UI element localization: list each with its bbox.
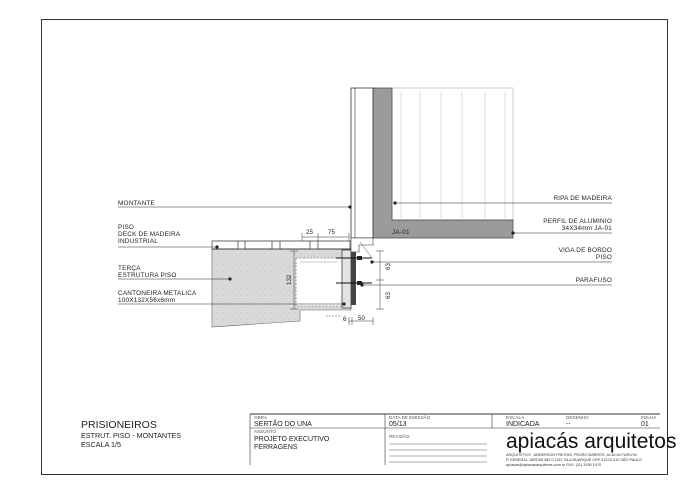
assunto-line-1: PROJETO EXECUTIVO (254, 436, 330, 443)
dim-25: 25 (306, 229, 313, 236)
escala-value: INDICADA (506, 421, 540, 428)
folha-caption: FOLHA (641, 415, 657, 420)
label-estrutura-piso: ESTRUTURA PISO (118, 272, 177, 279)
wood-slat-panel (392, 88, 513, 220)
label-perfil: PERFIL DE ALUMINIO (543, 218, 612, 225)
desenho-value: -- (566, 421, 571, 428)
dim-50: 50 (358, 315, 365, 322)
dim-6: 6 (343, 316, 347, 323)
dim-63-lower: 63 (385, 292, 392, 299)
montante-post (351, 88, 373, 238)
label-viga-piso: PISO (595, 254, 612, 261)
label-ripa: RIPA DE MADEIRA (553, 195, 612, 202)
drawing-title (81, 419, 181, 449)
title-block-text (254, 414, 676, 467)
obra-caption: OBRA (254, 415, 268, 420)
brand-logo-text: apiacás arquitetos (506, 430, 677, 453)
escala-caption: ESCALA (506, 415, 525, 420)
label-parafuso: PARAFUSO (575, 277, 612, 284)
assunto-caption: ASSUNTO (254, 429, 277, 434)
title-line-3: ESCALA 1/5 (81, 440, 121, 449)
desenho-caption: DESENHO (566, 415, 589, 420)
label-montante: MONTANTE (118, 200, 155, 207)
address-line-1: ARQUITETOS : ANDERSON FREITAS, PEDRO BARROS, ACACIA FURUYA (506, 453, 637, 457)
title-line-2: ESTRUT. PISO - MONTANTES (81, 431, 182, 440)
label-piso: PISO (118, 224, 135, 231)
data-emissao-caption: DATA DE EMISSÃO (389, 415, 431, 420)
assunto-line-2: FERRAGENS (254, 444, 298, 451)
angle-bracket (351, 252, 356, 305)
data-emissao-value: 05/13 (389, 421, 407, 428)
label-piso-industrial: INDUSTRIAL (118, 238, 158, 245)
label-terca: TERÇA (118, 265, 141, 272)
dim-75: 75 (328, 229, 335, 236)
folha-value: 01 (641, 421, 649, 428)
obra-value: SERTÃO DO UNA (254, 421, 312, 428)
section-detail (118, 88, 613, 327)
address-line-2: R GENERAL JARDIM 482 CJ132 VILA BUARQUE CEP 01223-010 SÃO PAULO (506, 458, 643, 462)
dim-132: 132 (286, 274, 293, 285)
label-piso-deck: DECK DE MADEIRA (118, 231, 181, 238)
revisao-caption: REVISÃO (389, 434, 410, 439)
deck-boards (212, 241, 350, 249)
label-cantoneira: CANTONEIRA METALICA (118, 290, 197, 297)
dim-63-upper: 63 (385, 263, 392, 270)
address-line-3: apiacas@apiacasarquitetos.com.br FAX: (11) 3159 1970 (506, 463, 602, 467)
title-main: PRISIONEIROS (81, 419, 157, 431)
label-perfil-dims: 34X34mm JA-01 (561, 225, 612, 232)
label-cantoneira-dims: 100X132X56x6mm (118, 297, 176, 304)
label-ja01: JA-01 (392, 229, 410, 236)
edge-beam (342, 250, 351, 308)
label-viga: VIGA DE BORDO (558, 247, 612, 254)
